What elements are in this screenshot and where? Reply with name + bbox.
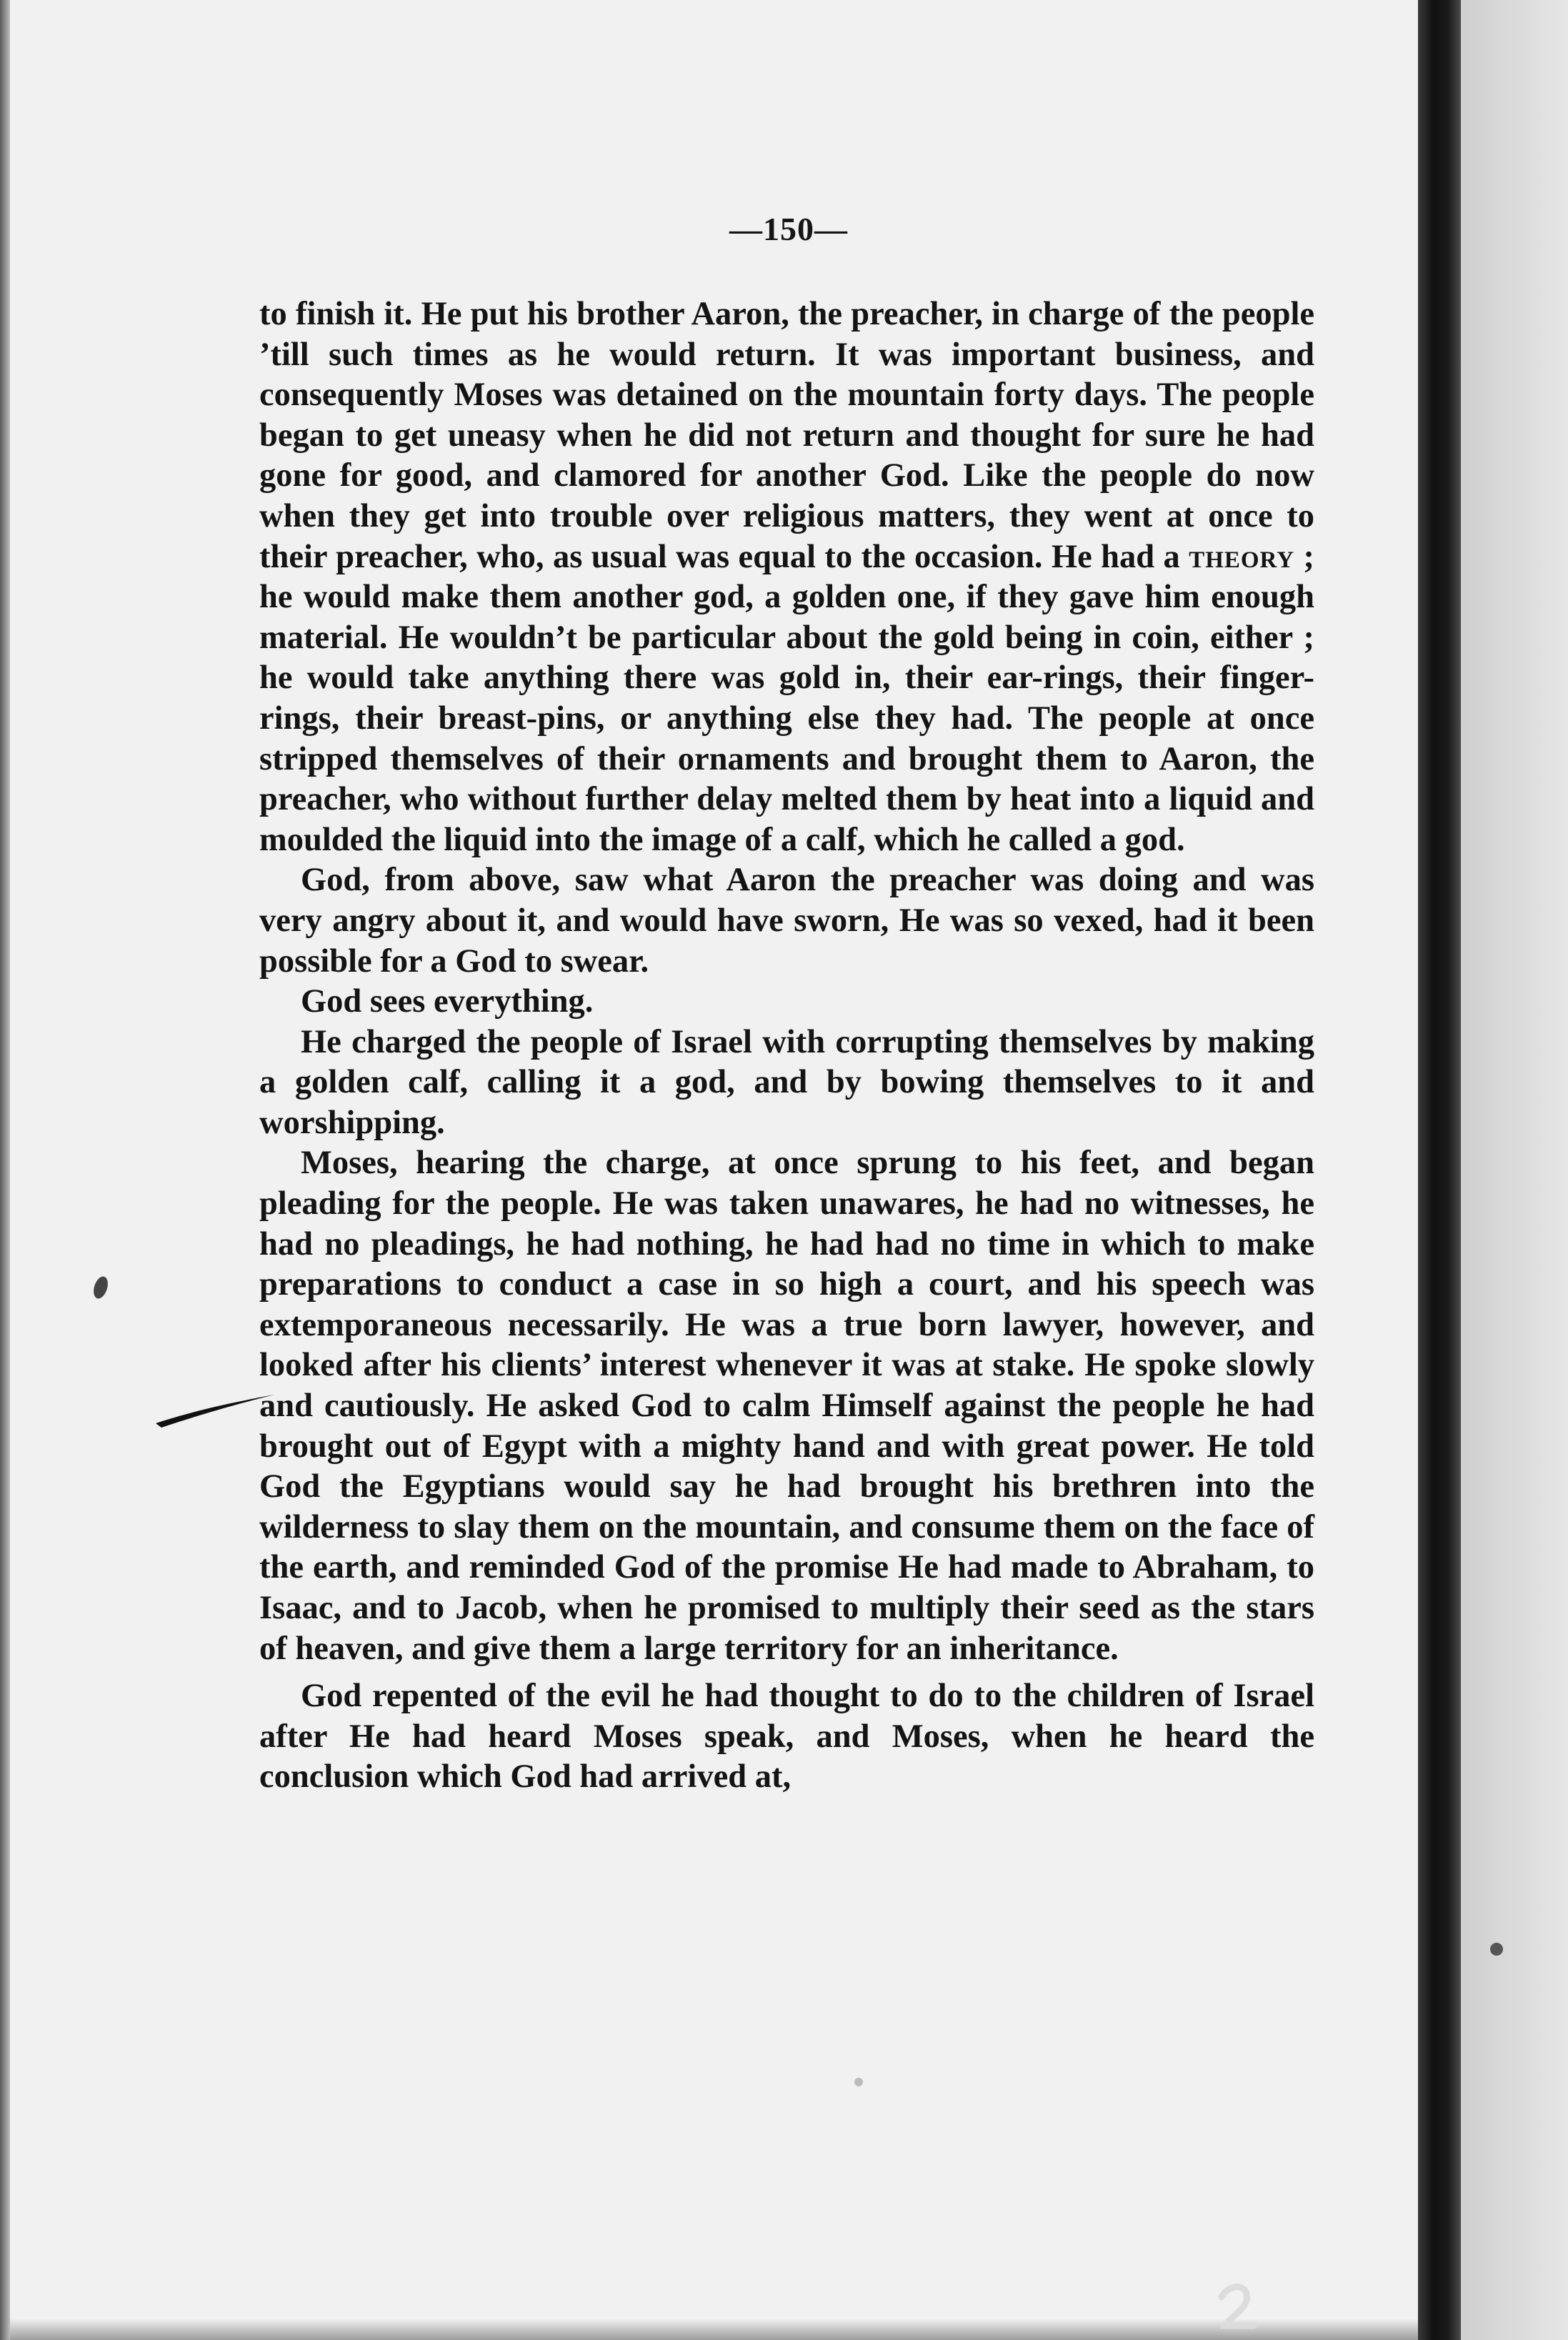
page-number: —150— — [729, 211, 848, 247]
binding-gutter — [1418, 0, 1461, 2340]
paragraph-2: God, from above, saw what Aaron the preacher was doing and was very angry about it, and would have sworn, He was so vexed, had it been possible for a God to swear. — [259, 862, 1314, 980]
paragraph-4: He charged the people of Israel with corrupting themselves by making a golden calf, calling it a god, and by bowing themselves to it and worshipping. — [259, 1023, 1314, 1141]
edge-dot-mark — [1487, 1940, 1506, 1958]
ink-blot-mark — [89, 1272, 113, 1303]
corner-scribble-mark — [1207, 2276, 1272, 2333]
scan-left-edge — [0, 0, 10, 2340]
body-text — [259, 294, 1314, 1798]
paragraph-1-text: to finish it. He put his brother Aaron, the preacher, in charge of the people ’till such times as he would return. It was important business, and consequently Moses was detained on the mountain forty days. The people began to get uneasy when he did not return and thought for sure he had gone for good, and clamored for another God. Like the people do now when they get into trouble over religious matters, they went at once to their preacher, who, as usual was equal to the occasion. He had a — [259, 296, 1314, 575]
small-dot-mark — [849, 2072, 869, 2092]
paragraph-1 — [259, 294, 1314, 860]
paragraph-3: God sees everything. — [301, 983, 594, 1020]
paragraph-6: God repented of the evil he had thought to do to the children of Israel after He had heard Moses speak, and Moses, when he heard the conclusion which God had arrived at, — [259, 1678, 1314, 1796]
theory-word: theory — [1189, 538, 1295, 575]
paragraph-1-continuation: ; he would make them another god, a golden one, if they gave him enough material. He wouldn’t be particular about the gold being in coin, either ; he would take anything there was gold in, their ear-rings, their finger-rings, their breast-pins, or anything else they had. The people at once stripped themselves of their ornaments and brought them to Aaron, the preacher, who without further delay melted them by heat into a liquid and moulded the liquid into the image of a calf, which he called a god. — [259, 538, 1314, 858]
paragraph-5: Moses, hearing the charge, at once sprung to his feet, and began pleading for the people. He was taken unawares, he had no witnesses, he had no pleadings, he had nothing, he had had no time in which to make preparations to conduct a case in so high a court, and his speech was extemporaneous necessarily. He was a true born lawyer, however, and looked after his clients’ interest whenever it was at stake. He spoke slowly and cautiously. He asked God to calm Himself against the people he had brought out of Egypt with a mighty hand and with great power. He told God the Egyptians would say he had brought his brethren into the wilderness to slay them on the mountain, and consume them on the face of the earth, and reminded God of the promise He had made to Abraham, to Isaac, and to Jacob, when he promised to multiply their seed as the stars of heaven, and give them a large territory for an inheritance. — [259, 1145, 1314, 1667]
adjacent-page-edge — [1461, 0, 1568, 2340]
pointer-arrow-mark — [154, 1388, 276, 1430]
